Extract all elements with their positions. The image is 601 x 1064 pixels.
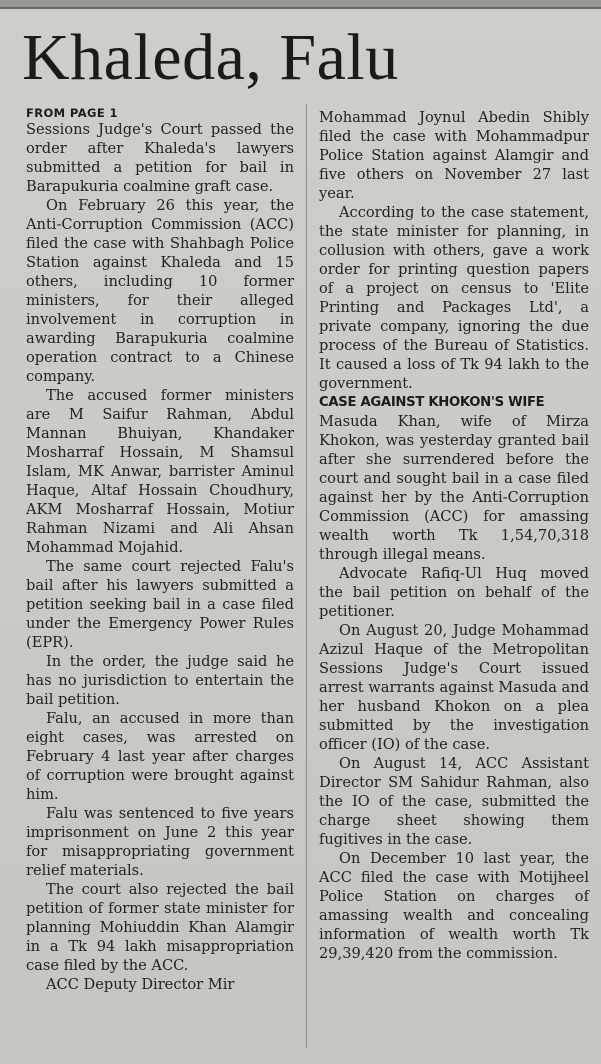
right-column <box>319 108 589 963</box>
article-paragraph: Falu was sentenced to five years imprisonment on June 2 this year for misappropriating government relief materials. <box>26 805 294 879</box>
article-paragraph: Mohammad Joynul Abedin Shibly filed the case with Mohammadpur Police Station against Alamgir and five others on November 27 last year. <box>319 109 589 202</box>
subheading: CASE AGAINST KHOKON'S WIFE <box>319 395 545 410</box>
article-paragraph: In the order, the judge said he has no jurisdiction to entertain the bail petition. <box>26 653 294 708</box>
article-paragraph: On December 10 last year, the ACC filed the case with Motijheel Police Station on charges of amassing wealth and concealing information of wealth worth Tk 29,39,420 from the commission. <box>319 850 589 962</box>
article-paragraph: ACC Deputy Director Mir <box>46 976 235 993</box>
article-paragraph: Sessions Judge's Court passed the order after Khaleda's lawyers submitted a petition for bail in Barapukuria coalmine graft case. <box>26 121 294 195</box>
headline: Khaleda, Falu <box>22 21 399 94</box>
article-paragraph: According to the case statement, the state minister for planning, in collusion with others, gave a work order for printing question papers of a project on census to 'Elite Printing and Packages Ltd', a private company, ignoring the due process of the Bureau of Statistics. It caused a loss of Tk 94 lakh to the government. <box>319 204 589 392</box>
article-paragraph: The accused former ministers are M Saifur Rahman, Abdul Mannan Bhuiyan, Khandaker Mosharraf Hossain, M Shamsul Islam, MK Anwar, barrister Aminul Haque, Altaf Hossain Choudhury, AKM Mosharraf Hossain, Motiur Rahman Nizami and Ali Ahsan Mohammad Mojahid. <box>26 387 294 556</box>
top-rule <box>0 0 601 7</box>
article-paragraph: Falu, an accused in more than eight cases, was arrested on February 4 last year after charges of corruption were brought against him. <box>26 710 294 803</box>
article-paragraph: The court also rejected the bail petition of former state minister for planning Mohiuddin Khan Alamgir in a Tk 94 lakh misappropriation case filed by the ACC. <box>26 881 294 974</box>
article-paragraph: On August 14, ACC Assistant Director SM Sahidur Rahman, also the IO of the case, submitted the charge sheet showing them fugitives in the case. <box>319 755 589 848</box>
left-column <box>26 106 294 994</box>
article-paragraph: Masuda Khan, wife of Mirza Khokon, was yesterday granted bail after she surrendered before the court and sought bail in a case filed against her by the Anti-Corruption Commission (ACC) for amassing wealth worth Tk 1,54,70,318 through illegal means. <box>319 413 589 563</box>
article-paragraph: Advocate Rafiq-Ul Huq moved the bail petition on behalf of the petitioner. <box>319 565 589 620</box>
top-rule-line <box>0 7 601 9</box>
from-page-tag: FROM PAGE 1 <box>26 106 118 120</box>
article-paragraph: On August 20, Judge Mohammad Azizul Haque of the Metropolitan Sessions Judge's Court issued arrest warrants against Masuda and her husband Khokon on a plea submitted by the investigation officer (IO) of the case. <box>319 622 589 753</box>
column-divider <box>306 104 307 1048</box>
article-paragraph: The same court rejected Falu's bail after his lawyers submitted a petition seeking bail in a case filed under the Emergency Power Rules (EPR). <box>26 558 294 651</box>
article-paragraph: On February 26 this year, the Anti-Corruption Commission (ACC) filed the case with Shahbagh Police Station against Khaleda and 15 others, including 10 former ministers, for their alleged involvement in corruption in awarding Barapukuria coalmine operation contract to a Chinese company. <box>26 197 294 385</box>
